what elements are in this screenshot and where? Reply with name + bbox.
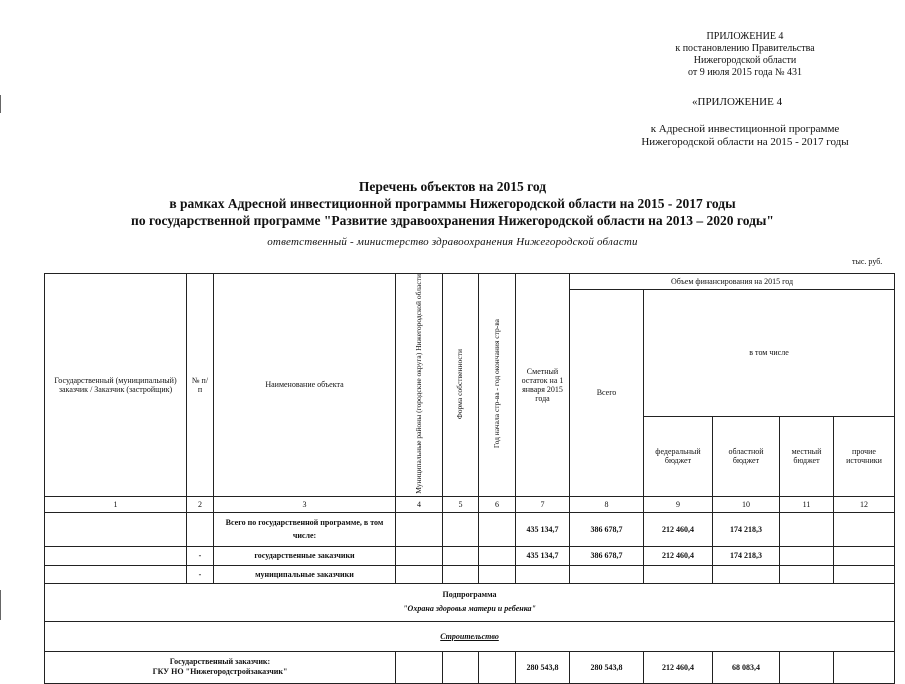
- row-number: -: [187, 546, 214, 565]
- col-number: 3: [214, 496, 396, 512]
- col-number: 8: [570, 496, 644, 512]
- row-remaining: 435 134,7: [516, 512, 570, 546]
- subprogram-label: Подпрограмма: [442, 590, 497, 600]
- header-districts-text: Муниципальные районы (городские округа) Нижегородской области: [413, 274, 423, 494]
- header-local: местный бюджет: [780, 416, 834, 496]
- row-number: [187, 512, 214, 546]
- col-number: 12: [834, 496, 895, 512]
- appendix-line: ПРИЛОЖЕНИЕ 4: [706, 31, 784, 42]
- row-name: государственные заказчики: [214, 546, 396, 565]
- col-number: 4: [396, 496, 443, 512]
- scan-edge-mark: [0, 95, 1, 113]
- row-total: 280 543,8: [570, 651, 644, 683]
- objects-table: [44, 273, 895, 684]
- column-numbers-row: [45, 496, 895, 512]
- row-years: [479, 546, 516, 565]
- appendix-line: к постановлению Правительства: [675, 43, 815, 54]
- header-ownership: [443, 274, 479, 497]
- header-customer: Государственный (муниципальный) заказчик / Заказчик (застройщик): [45, 274, 187, 497]
- row-customer: [45, 512, 187, 546]
- header-regional: областной бюджет: [713, 416, 780, 496]
- row-total: 386 678,7: [570, 546, 644, 565]
- row-district: [396, 512, 443, 546]
- row-years: [479, 565, 516, 583]
- row-ownership: [443, 546, 479, 565]
- units-label: тыс. руб.: [852, 257, 883, 266]
- table-row: [45, 565, 895, 583]
- customer-row: [45, 651, 895, 683]
- header-federal: федеральный бюджет: [644, 416, 713, 496]
- header-other: прочие источники: [834, 416, 895, 496]
- row-regional: [713, 565, 780, 583]
- row-federal: 212 460,4: [644, 546, 713, 565]
- responsible-ministry: ответственный - министерство здравоохранения Нижегородской области: [267, 236, 638, 248]
- header-number: № п/п: [187, 274, 214, 497]
- row-customer: [45, 565, 187, 583]
- customer-line: ГКУ НО "Нижегородстройзаказчик": [152, 667, 288, 677]
- inner-appendix-line: Нижегородской области на 2015 - 2017 годы: [641, 136, 849, 148]
- header-funding-group: Объем финансирования на 2015 год: [570, 274, 895, 290]
- title-line: в рамках Адресной инвестиционной программы Нижегородской области на 2015 - 2017 годы: [169, 196, 736, 211]
- subprogram-name: "Охрана здоровья матери и ребенка": [403, 604, 536, 614]
- row-district: [396, 546, 443, 565]
- header-ownership-text: Форма собственности: [455, 348, 465, 419]
- row-other: [834, 512, 895, 546]
- row-total: [570, 565, 644, 583]
- row-number: -: [187, 565, 214, 583]
- inner-appendix-lines: [600, 123, 890, 149]
- customer-cell: [45, 651, 396, 683]
- row-local: [780, 651, 834, 683]
- row-total: 386 678,7: [570, 512, 644, 546]
- subprogram-cell: [45, 583, 895, 621]
- col-number: 6: [479, 496, 516, 512]
- header-including: в том числе: [644, 290, 895, 417]
- row-federal: 212 460,4: [644, 651, 713, 683]
- title-line: по государственной программе "Развитие здравоохранения Нижегородской области на 2013 – 2020 годы": [131, 213, 774, 228]
- row-federal: 212 460,4: [644, 512, 713, 546]
- header-years-text: Год начала стр-ва - год окончания стр-ва: [491, 319, 501, 449]
- inner-appendix-title: «ПРИЛОЖЕНИЕ 4: [692, 96, 783, 108]
- section-row: [45, 621, 895, 651]
- row-regional: 174 218,3: [713, 512, 780, 546]
- scan-edge-mark: [0, 590, 1, 620]
- row-name: Всего по государственной программе, в том числе:: [214, 512, 396, 546]
- row-other: [834, 565, 895, 583]
- col-number: 11: [780, 496, 834, 512]
- row-years: [479, 651, 516, 683]
- row-ownership: [443, 512, 479, 546]
- col-number: 7: [516, 496, 570, 512]
- row-years: [479, 512, 516, 546]
- appendix-line: от 9 июля 2015 года № 431: [687, 67, 803, 78]
- table-row: [45, 546, 895, 565]
- appendix-header: [640, 31, 850, 79]
- row-district: [396, 651, 443, 683]
- header-districts: [396, 274, 443, 497]
- row-remaining: 435 134,7: [516, 546, 570, 565]
- header-object-name: Наименование объекта: [214, 274, 396, 497]
- row-local: [780, 565, 834, 583]
- header-total: Всего: [570, 290, 644, 497]
- row-remaining: 280 543,8: [516, 651, 570, 683]
- row-local: [780, 546, 834, 565]
- row-other: [834, 651, 895, 683]
- row-other: [834, 546, 895, 565]
- customer-line: Государственный заказчик:: [169, 657, 271, 667]
- row-name: муниципальные заказчики: [214, 565, 396, 583]
- col-number: 2: [187, 496, 214, 512]
- header-years: [479, 274, 516, 497]
- row-customer: [45, 546, 187, 565]
- row-regional: 68 083,4: [713, 651, 780, 683]
- row-regional: 174 218,3: [713, 546, 780, 565]
- col-number: 9: [644, 496, 713, 512]
- col-number: 5: [443, 496, 479, 512]
- col-number: 1: [45, 496, 187, 512]
- col-number: 10: [713, 496, 780, 512]
- row-ownership: [443, 565, 479, 583]
- row-district: [396, 565, 443, 583]
- appendix-line: Нижегородской области: [693, 55, 797, 66]
- row-local: [780, 512, 834, 546]
- section-cell: Строительство: [45, 621, 895, 651]
- row-federal: [644, 565, 713, 583]
- inner-appendix-line: к Адресной инвестиционной программе: [650, 123, 840, 135]
- header-remaining: Сметный остаток на 1 января 2015 года: [516, 274, 570, 497]
- row-remaining: [516, 565, 570, 583]
- table-row: [45, 512, 895, 546]
- title-line: Перечень объектов на 2015 год: [358, 179, 547, 194]
- document-title: [0, 178, 905, 229]
- row-ownership: [443, 651, 479, 683]
- subprogram-row: [45, 583, 895, 621]
